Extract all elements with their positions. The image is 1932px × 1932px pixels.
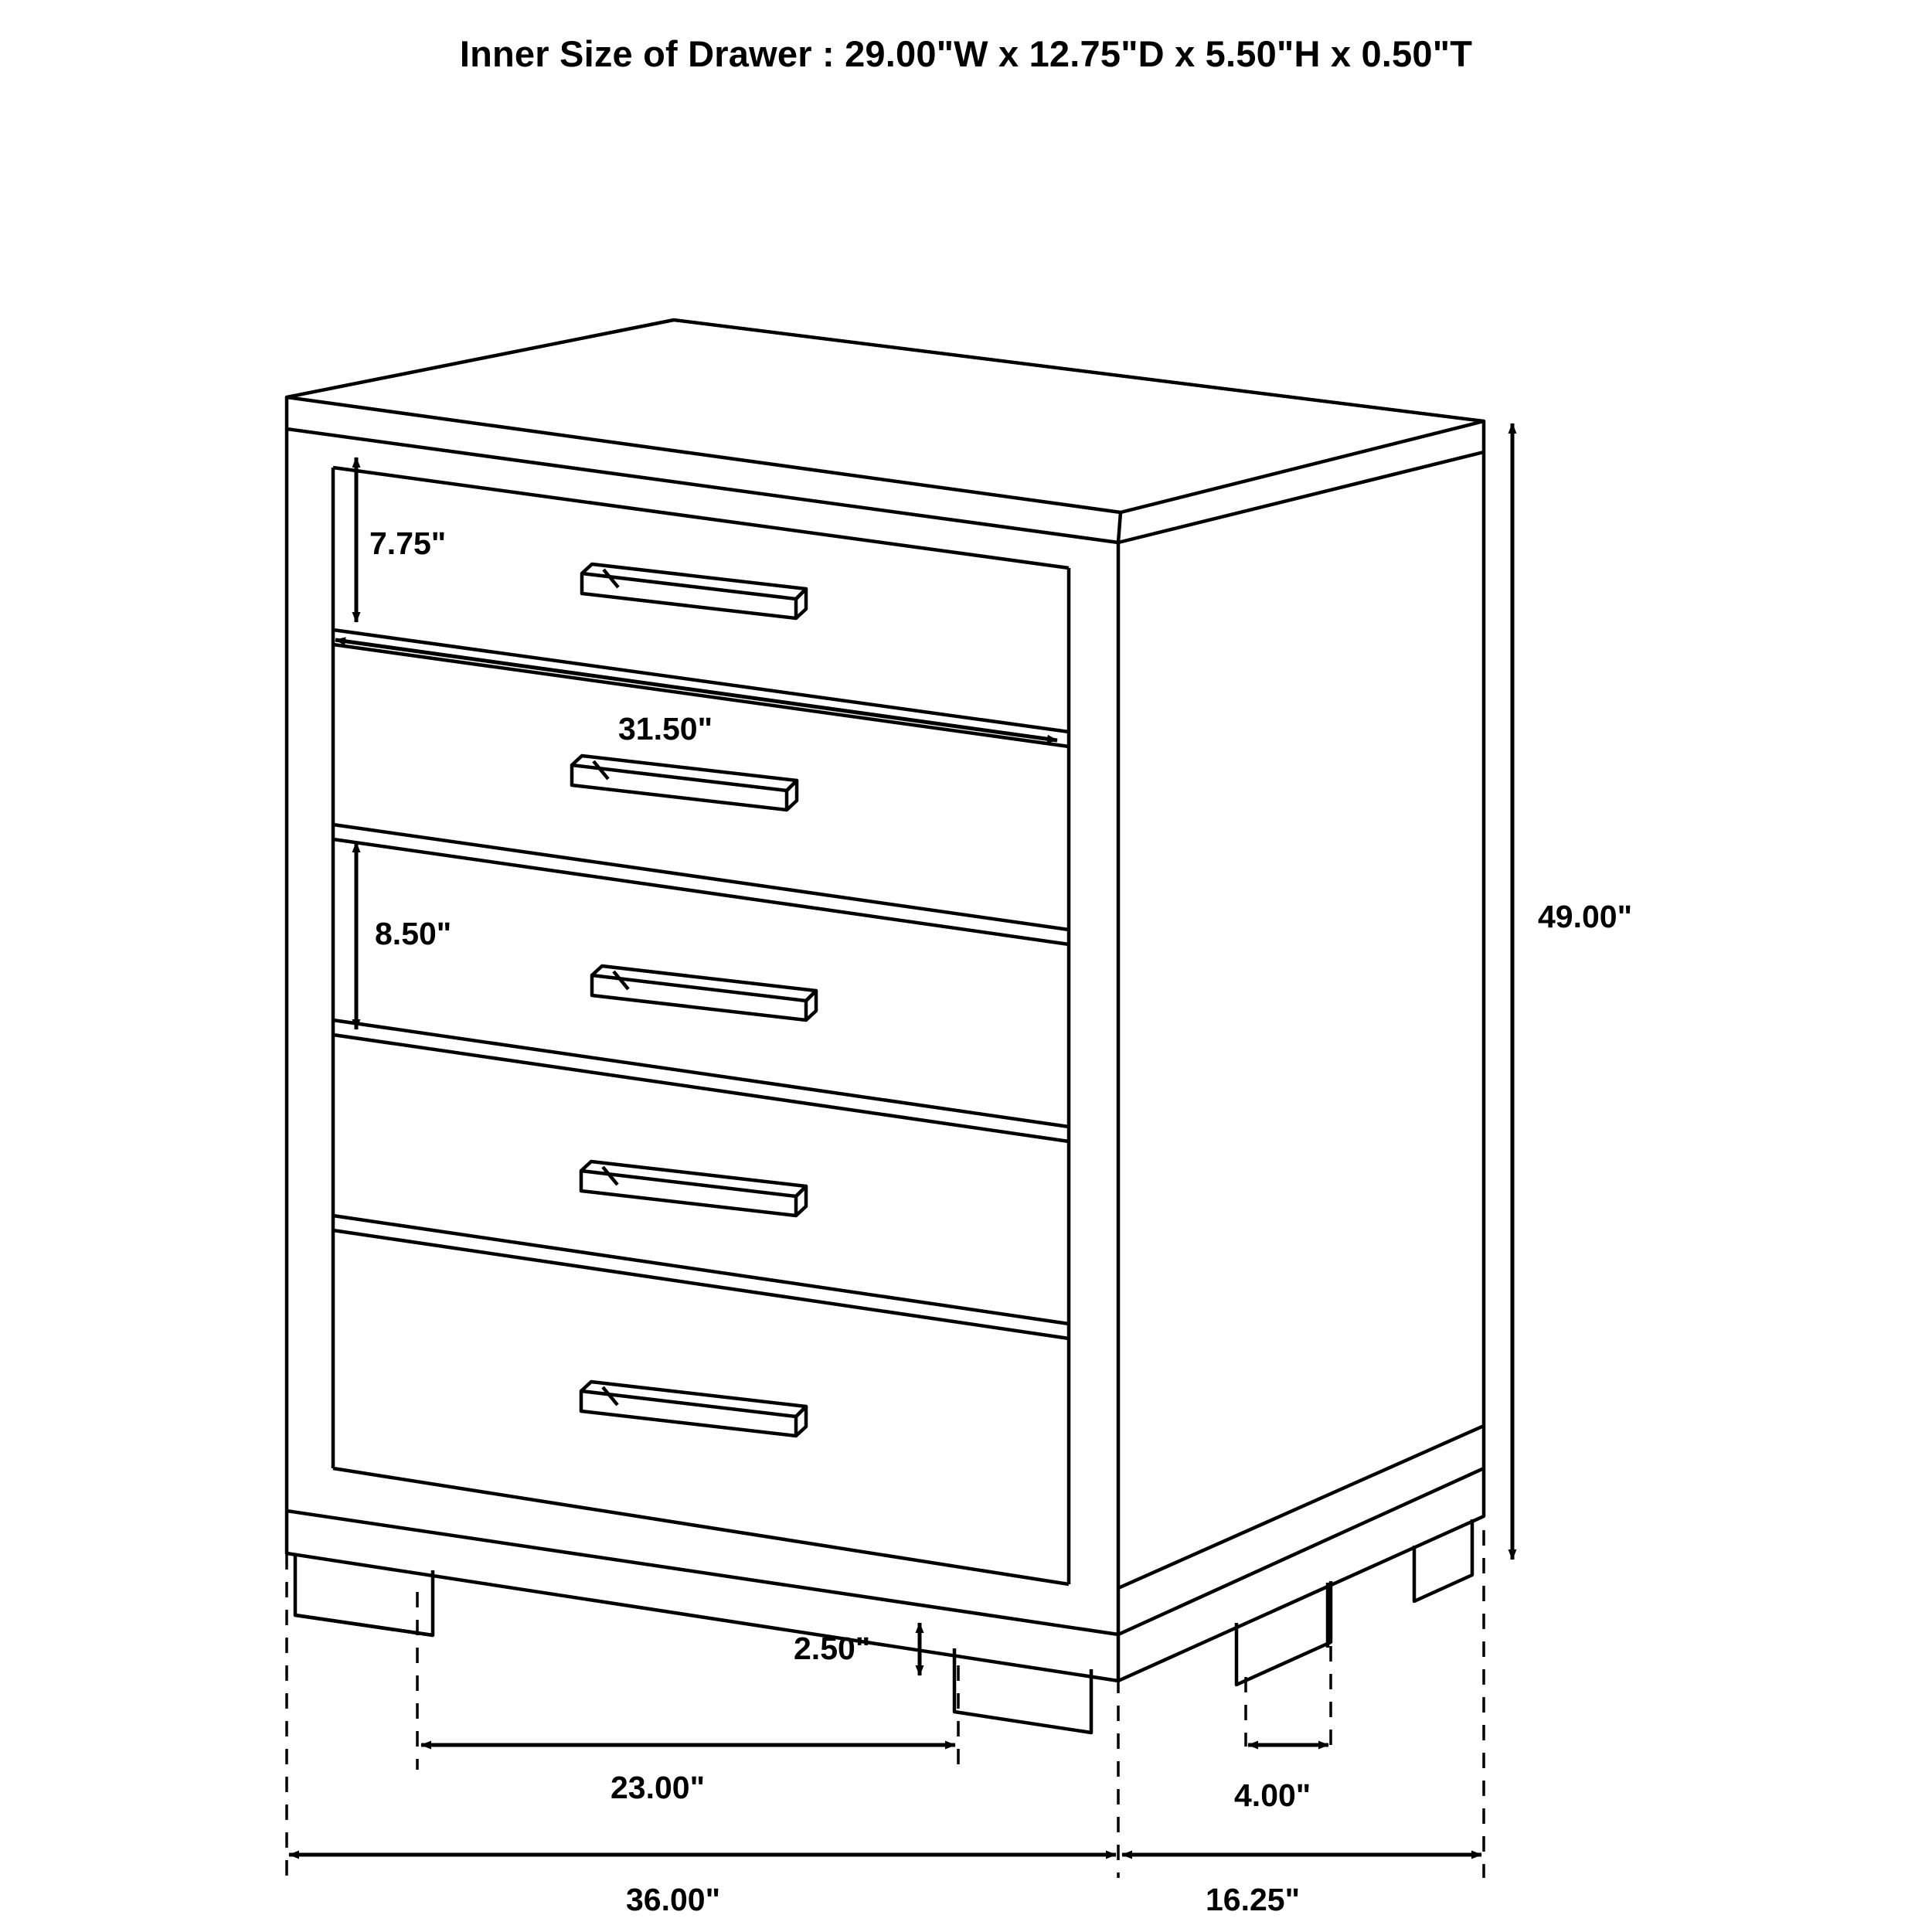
dimension-label-drawer-height: 8.50"	[375, 916, 452, 951]
dimension-label-foot-width: 4.00"	[1234, 1777, 1311, 1813]
drawer-handle	[582, 564, 806, 618]
dimension-label-drawer-front-width: 31.50"	[618, 711, 713, 747]
page-title: Inner Size of Drawer : 29.00"W x 12.75"D x 5.50"H x 0.50"T	[459, 33, 1473, 74]
dimension-label-leg-height: 2.50"	[794, 1631, 871, 1666]
cabinet-body	[287, 320, 1484, 1733]
drawer-handle	[581, 1382, 806, 1436]
dimension-extension-lines	[287, 1526, 1484, 1878]
dimension-label-foot-span: 23.00"	[611, 1770, 706, 1805]
drawer-handle	[592, 966, 816, 1020]
drawer-handle	[572, 756, 797, 810]
dimension-label-overall-width: 36.00"	[626, 1882, 721, 1917]
dimension-label-overall-depth: 16.25"	[1206, 1882, 1301, 1917]
dimension-label-overall-height: 49.00"	[1538, 899, 1633, 934]
dimension-label-top-drawer-height: 7.75"	[369, 526, 447, 561]
drawer-handle	[581, 1162, 806, 1216]
